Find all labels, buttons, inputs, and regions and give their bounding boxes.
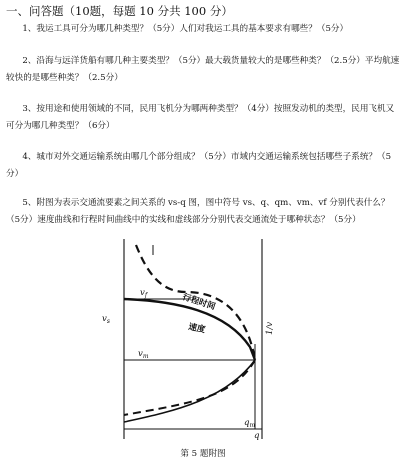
vs-q-diagram <box>96 239 286 441</box>
speed-label: 速度 <box>187 322 207 336</box>
travel-time-label: 行程时间 <box>181 292 217 313</box>
y-axis-label: $v_s$ <box>102 314 110 325</box>
section-heading: 一、问答题（10题，每题 10 分共 100 分） <box>6 4 233 18</box>
vf-label: $v_f$ <box>140 288 148 299</box>
question-2: 2、沿海与远洋货船有哪几种主要类型？（5分）最大载货量较大的是哪些种类？（2.5分）平均航速较快的是哪些种类？（2.5分） <box>6 56 400 83</box>
question-1: 1、我运工具可分为哪几种类型？（5分）人们对我运工具的基本要求有哪些？（5分） <box>22 24 349 34</box>
figure-caption: 第 5 题附图 <box>180 449 226 459</box>
qm-label: $q_m$ <box>244 418 256 429</box>
right-axis-label: 1/v <box>265 321 275 335</box>
question-4: 4、城市对外交通运输系统由哪几个部分组成？（5分）市域内交通运输系统包括哪些子系统？（5分） <box>6 152 392 179</box>
vm-label: $v_m$ <box>138 349 149 360</box>
question-5: 5、附图为表示交通流要素之间关系的 vs-q 图，图中符号 vs、q、qm、vm、vf 分别代表什么？（5分）速度曲线和行程时间曲线中的实线和虚线部分分别代表交通流处于哪种状态？（5分） <box>6 198 390 225</box>
travel-time-curve-lower <box>124 360 255 415</box>
speed-curve-lower <box>124 360 255 422</box>
x-axis-label: q <box>254 431 260 441</box>
question-3: 3、按用途和使用领域的不同，民用飞机分为哪两种类型？（4分）按照发动机的类型，民用飞机又可分为哪几种类型？（6分） <box>6 104 395 131</box>
traffic-flow-figure <box>96 239 286 441</box>
